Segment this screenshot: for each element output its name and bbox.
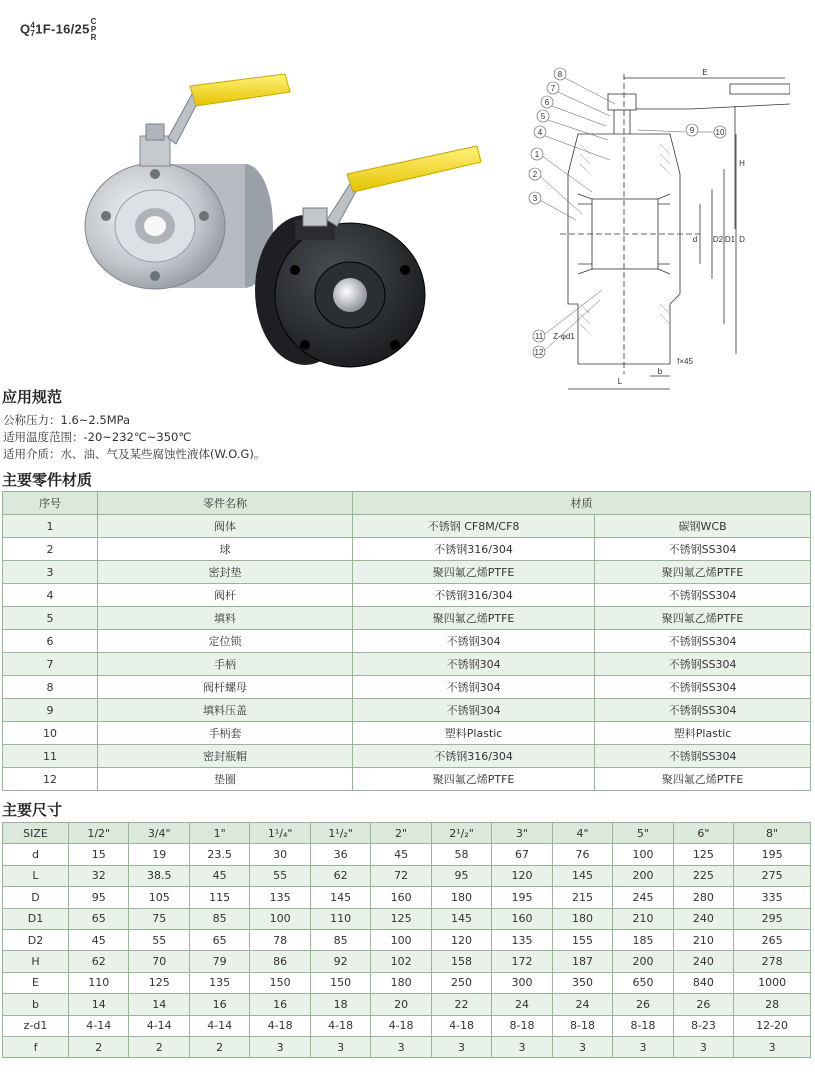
dims-cell: 26 bbox=[613, 994, 673, 1015]
dims-cell: 2 bbox=[189, 1036, 249, 1057]
parts-cell-material-b: 碳钢WCB bbox=[595, 515, 811, 538]
dims-cell: 275 bbox=[734, 865, 811, 886]
dims-header-col: 1¹/₂" bbox=[310, 823, 370, 844]
dims-cell: 135 bbox=[250, 887, 310, 908]
dims-cell: 45 bbox=[69, 929, 129, 950]
dims-cell: 3 bbox=[310, 1036, 370, 1057]
dims-cell: 3 bbox=[431, 1036, 491, 1057]
dims-cell: 45 bbox=[371, 844, 431, 865]
dims-cell: 8-18 bbox=[613, 1015, 673, 1036]
parts-row bbox=[3, 607, 811, 630]
dims-cell: 120 bbox=[492, 865, 552, 886]
dim-D1: D1 bbox=[724, 235, 736, 244]
dims-row bbox=[3, 929, 811, 950]
dims-cell: 85 bbox=[189, 908, 249, 929]
dims-row-label: D2 bbox=[3, 929, 69, 950]
dims-cell: 4-18 bbox=[371, 1015, 431, 1036]
dims-row bbox=[3, 887, 811, 908]
parts-cell-name: 手柄 bbox=[98, 653, 353, 676]
dims-cell: 105 bbox=[129, 887, 189, 908]
dims-cell: 1000 bbox=[734, 972, 811, 993]
dims-cell: 250 bbox=[431, 972, 491, 993]
dims-cell: 195 bbox=[492, 887, 552, 908]
dims-row-label: b bbox=[3, 994, 69, 1015]
dims-cell: 3 bbox=[250, 1036, 310, 1057]
dims-cell: 125 bbox=[129, 972, 189, 993]
black-valve-photo bbox=[245, 140, 485, 375]
dims-row bbox=[3, 1015, 811, 1036]
dims-cell: 3 bbox=[552, 1036, 612, 1057]
dims-cell: 145 bbox=[310, 887, 370, 908]
dims-cell: 160 bbox=[371, 887, 431, 908]
dim-z-d1: Z-φd1 bbox=[553, 332, 575, 341]
parts-header-material: 材质 bbox=[353, 492, 811, 515]
parts-cell-material-b: 不锈钢SS304 bbox=[595, 676, 811, 699]
parts-cell-material-a: 不锈钢304 bbox=[353, 653, 595, 676]
dims-cell: 28 bbox=[734, 994, 811, 1015]
dims-row bbox=[3, 951, 811, 972]
parts-row bbox=[3, 768, 811, 791]
spec-temperature: 适用温度范围：-20~232℃~350℃ bbox=[3, 430, 192, 444]
dims-cell: 95 bbox=[431, 865, 491, 886]
dims-row-label: z-d1 bbox=[3, 1015, 69, 1036]
dims-cell: 8-18 bbox=[492, 1015, 552, 1036]
model-superscript: 4 7 bbox=[30, 21, 36, 38]
parts-title: 主要零件材质 bbox=[2, 471, 93, 489]
parts-cell-no: 12 bbox=[3, 768, 98, 791]
model-prefix: Q bbox=[20, 21, 31, 37]
dims-cell: 30 bbox=[250, 844, 310, 865]
callout-10: 10 bbox=[715, 128, 725, 137]
dims-cell: 200 bbox=[613, 951, 673, 972]
dims-cell: 110 bbox=[310, 908, 370, 929]
parts-cell-no: 10 bbox=[3, 722, 98, 745]
callout-2: 2 bbox=[532, 170, 538, 179]
callout-3: 3 bbox=[532, 194, 538, 203]
dims-cell: 86 bbox=[250, 951, 310, 972]
parts-cell-material-a: 聚四氟乙烯PTFE bbox=[353, 768, 595, 791]
spec-medium: 适用介质：水、油、气及某些腐蚀性液体(W.O.G)。 bbox=[3, 447, 266, 461]
dims-cell: 12-20 bbox=[734, 1015, 811, 1036]
dims-cell: 62 bbox=[310, 865, 370, 886]
parts-header-no: 序号 bbox=[3, 492, 98, 515]
dims-cell: 135 bbox=[189, 972, 249, 993]
dims-cell: 278 bbox=[734, 951, 811, 972]
dims-cell: 2 bbox=[69, 1036, 129, 1057]
dims-cell: 150 bbox=[250, 972, 310, 993]
parts-cell-material-a: 不锈钢304 bbox=[353, 699, 595, 722]
dims-cell: 115 bbox=[189, 887, 249, 908]
parts-cell-no: 7 bbox=[3, 653, 98, 676]
dim-D2: D2 bbox=[712, 235, 724, 244]
dims-cell: 58 bbox=[431, 844, 491, 865]
parts-cell-material-a: 不锈钢 CF8M/CF8 bbox=[353, 515, 595, 538]
parts-cell-material-b: 不锈钢SS304 bbox=[595, 584, 811, 607]
dims-row-label: f bbox=[3, 1036, 69, 1057]
dim-H: H bbox=[739, 159, 745, 168]
parts-cell-no: 1 bbox=[3, 515, 98, 538]
parts-cell-material-b: 不锈钢SS304 bbox=[595, 630, 811, 653]
parts-row bbox=[3, 584, 811, 607]
callout-4: 4 bbox=[537, 128, 543, 137]
dims-cell: 160 bbox=[492, 908, 552, 929]
dims-cell: 215 bbox=[552, 887, 612, 908]
dims-cell: 102 bbox=[371, 951, 431, 972]
dim-D: D bbox=[739, 235, 745, 244]
dims-header-col: 5" bbox=[613, 823, 673, 844]
parts-cell-name: 定位锁 bbox=[98, 630, 353, 653]
dims-header-col: 1¹/₄" bbox=[250, 823, 310, 844]
parts-header-row bbox=[3, 492, 811, 515]
parts-row bbox=[3, 538, 811, 561]
parts-row bbox=[3, 745, 811, 768]
parts-row bbox=[3, 722, 811, 745]
dims-cell: 280 bbox=[673, 887, 733, 908]
dims-cell: 4-18 bbox=[250, 1015, 310, 1036]
dims-cell: 16 bbox=[189, 994, 249, 1015]
dims-cell: 4-14 bbox=[189, 1015, 249, 1036]
dim-f45: f×45 bbox=[677, 357, 693, 366]
parts-cell-material-b: 不锈钢SS304 bbox=[595, 699, 811, 722]
parts-cell-material-a: 聚四氟乙烯PTFE bbox=[353, 561, 595, 584]
dims-cell: 125 bbox=[673, 844, 733, 865]
dims-cell: 4-18 bbox=[310, 1015, 370, 1036]
parts-cell-name: 填料 bbox=[98, 607, 353, 630]
dims-row bbox=[3, 844, 811, 865]
dims-cell: 65 bbox=[69, 908, 129, 929]
dims-cell: 100 bbox=[371, 929, 431, 950]
dims-header-size: SIZE bbox=[3, 823, 69, 844]
callout-7: 7 bbox=[550, 84, 556, 93]
dims-row-label: d bbox=[3, 844, 69, 865]
parts-cell-name: 密封瓶帽 bbox=[98, 745, 353, 768]
dims-cell: 76 bbox=[552, 844, 612, 865]
parts-row bbox=[3, 699, 811, 722]
dims-cell: 120 bbox=[431, 929, 491, 950]
parts-cell-no: 3 bbox=[3, 561, 98, 584]
dims-cell: 100 bbox=[250, 908, 310, 929]
dims-header-col: 3" bbox=[492, 823, 552, 844]
model-suffix: 1F-16/25 bbox=[35, 21, 90, 37]
dims-cell: 55 bbox=[129, 929, 189, 950]
dims-cell: 245 bbox=[613, 887, 673, 908]
parts-cell-name: 手柄套 bbox=[98, 722, 353, 745]
parts-cell-material-a: 不锈钢304 bbox=[353, 630, 595, 653]
dim-b: b bbox=[657, 367, 663, 376]
dims-cell: 155 bbox=[552, 929, 612, 950]
dims-cell: 22 bbox=[431, 994, 491, 1015]
parts-cell-material-b: 不锈钢SS304 bbox=[595, 653, 811, 676]
dims-cell: 335 bbox=[734, 887, 811, 908]
parts-cell-material-b: 聚四氟乙烯PTFE bbox=[595, 768, 811, 791]
dims-cell: 3 bbox=[673, 1036, 733, 1057]
dims-cell: 20 bbox=[371, 994, 431, 1015]
dims-cell: 4-14 bbox=[69, 1015, 129, 1036]
parts-cell-material-b: 塑料Plastic bbox=[595, 722, 811, 745]
dims-cell: 100 bbox=[613, 844, 673, 865]
dims-cell: 38.5 bbox=[129, 865, 189, 886]
parts-cell-name: 阀杆 bbox=[98, 584, 353, 607]
dims-header-col: 2¹/₂" bbox=[431, 823, 491, 844]
dims-cell: 240 bbox=[673, 951, 733, 972]
dims-cell: 172 bbox=[492, 951, 552, 972]
dims-cell: 62 bbox=[69, 951, 129, 972]
spec-title: 应用规范 bbox=[2, 388, 63, 406]
dims-cell: 67 bbox=[492, 844, 552, 865]
dims-cell: 145 bbox=[431, 908, 491, 929]
parts-cell-material-b: 聚四氟乙烯PTFE bbox=[595, 607, 811, 630]
dims-header-col: 2" bbox=[371, 823, 431, 844]
callout-9: 9 bbox=[689, 126, 695, 135]
dims-cell: 4-18 bbox=[431, 1015, 491, 1036]
dims-cell: 8-23 bbox=[673, 1015, 733, 1036]
dims-cell: 180 bbox=[552, 908, 612, 929]
dims-cell: 200 bbox=[613, 865, 673, 886]
dims-cell: 75 bbox=[129, 908, 189, 929]
parts-row bbox=[3, 561, 811, 584]
dims-title: 主要尺寸 bbox=[2, 801, 63, 819]
dims-row bbox=[3, 972, 811, 993]
dims-cell: 650 bbox=[613, 972, 673, 993]
dims-row bbox=[3, 908, 811, 929]
dims-cell: 187 bbox=[552, 951, 612, 972]
parts-cell-material-b: 不锈钢SS304 bbox=[595, 745, 811, 768]
dims-cell: 4-14 bbox=[129, 1015, 189, 1036]
dim-L: L bbox=[617, 377, 623, 386]
dims-header-col: 4" bbox=[552, 823, 612, 844]
dims-cell: 14 bbox=[69, 994, 129, 1015]
dims-cell: 72 bbox=[371, 865, 431, 886]
dims-cell: 300 bbox=[492, 972, 552, 993]
dims-row-label: H bbox=[3, 951, 69, 972]
dims-cell: 350 bbox=[552, 972, 612, 993]
parts-cell-name: 阀杆螺母 bbox=[98, 676, 353, 699]
parts-cell-name: 填料压盖 bbox=[98, 699, 353, 722]
parts-cell-no: 4 bbox=[3, 584, 98, 607]
callout-11: 11 bbox=[534, 332, 544, 341]
dims-cell: 180 bbox=[371, 972, 431, 993]
model-designation bbox=[20, 18, 97, 42]
parts-cell-material-a: 塑料Plastic bbox=[353, 722, 595, 745]
dims-cell: 2 bbox=[129, 1036, 189, 1057]
dims-cell: 85 bbox=[310, 929, 370, 950]
dims-cell: 14 bbox=[129, 994, 189, 1015]
dims-cell: 295 bbox=[734, 908, 811, 929]
dims-cell: 45 bbox=[189, 865, 249, 886]
dims-cell: 24 bbox=[552, 994, 612, 1015]
parts-row bbox=[3, 515, 811, 538]
dims-cell: 19 bbox=[129, 844, 189, 865]
dims-cell: 145 bbox=[552, 865, 612, 886]
dims-cell: 3 bbox=[371, 1036, 431, 1057]
dims-cell: 185 bbox=[613, 929, 673, 950]
dims-cell: 210 bbox=[613, 908, 673, 929]
dims-cell: 8-18 bbox=[552, 1015, 612, 1036]
dims-cell: 23.5 bbox=[189, 844, 249, 865]
dims-header-row bbox=[3, 823, 811, 844]
spec-pressure: 公称压力：1.6~2.5MPa bbox=[3, 413, 131, 427]
dims-row bbox=[3, 865, 811, 886]
parts-cell-material-a: 聚四氟乙烯PTFE bbox=[353, 607, 595, 630]
dims-cell: 180 bbox=[431, 887, 491, 908]
dims-cell: 36 bbox=[310, 844, 370, 865]
parts-cell-name: 垫圈 bbox=[98, 768, 353, 791]
parts-cell-material-a: 不锈钢316/304 bbox=[353, 745, 595, 768]
dim-d: d bbox=[692, 235, 698, 244]
dims-cell: 15 bbox=[69, 844, 129, 865]
dims-cell: 32 bbox=[69, 865, 129, 886]
dims-cell: 225 bbox=[673, 865, 733, 886]
dims-header-col: 8" bbox=[734, 823, 811, 844]
parts-cell-no: 9 bbox=[3, 699, 98, 722]
dims-table bbox=[2, 822, 811, 1058]
parts-cell-name: 阀体 bbox=[98, 515, 353, 538]
model-materials: C P R bbox=[90, 17, 97, 42]
parts-row bbox=[3, 676, 811, 699]
parts-cell-no: 5 bbox=[3, 607, 98, 630]
callout-1: 1 bbox=[534, 150, 540, 159]
callout-12: 12 bbox=[534, 348, 544, 357]
dim-E: E bbox=[702, 68, 708, 77]
dims-cell: 18 bbox=[310, 994, 370, 1015]
dims-cell: 195 bbox=[734, 844, 811, 865]
dims-cell: 210 bbox=[673, 929, 733, 950]
dims-cell: 24 bbox=[492, 994, 552, 1015]
dims-header-col: 6" bbox=[673, 823, 733, 844]
dims-row-label: L bbox=[3, 865, 69, 886]
dims-cell: 840 bbox=[673, 972, 733, 993]
dims-cell: 92 bbox=[310, 951, 370, 972]
dims-cell: 79 bbox=[189, 951, 249, 972]
dims-cell: 150 bbox=[310, 972, 370, 993]
dims-cell: 265 bbox=[734, 929, 811, 950]
parts-cell-material-a: 不锈钢316/304 bbox=[353, 584, 595, 607]
callout-8: 8 bbox=[557, 70, 563, 79]
dims-cell: 26 bbox=[673, 994, 733, 1015]
parts-header-name: 零件名称 bbox=[98, 492, 353, 515]
dims-cell: 70 bbox=[129, 951, 189, 972]
dims-row-label: E bbox=[3, 972, 69, 993]
parts-row bbox=[3, 653, 811, 676]
dims-cell: 55 bbox=[250, 865, 310, 886]
dims-row bbox=[3, 994, 811, 1015]
dims-cell: 65 bbox=[189, 929, 249, 950]
dims-row-label: D bbox=[3, 887, 69, 908]
callout-6: 6 bbox=[544, 98, 550, 107]
parts-cell-no: 8 bbox=[3, 676, 98, 699]
technical-drawing bbox=[520, 64, 790, 394]
parts-cell-material-a: 不锈钢316/304 bbox=[353, 538, 595, 561]
parts-cell-no: 6 bbox=[3, 630, 98, 653]
dims-cell: 125 bbox=[371, 908, 431, 929]
dims-row bbox=[3, 1036, 811, 1057]
dims-cell: 110 bbox=[69, 972, 129, 993]
parts-cell-no: 11 bbox=[3, 745, 98, 768]
dims-header-col: 1" bbox=[189, 823, 249, 844]
dims-cell: 158 bbox=[431, 951, 491, 972]
dims-cell: 78 bbox=[250, 929, 310, 950]
dims-cell: 240 bbox=[673, 908, 733, 929]
parts-row bbox=[3, 630, 811, 653]
dims-row-label: D1 bbox=[3, 908, 69, 929]
dims-cell: 3 bbox=[613, 1036, 673, 1057]
dims-cell: 3 bbox=[492, 1036, 552, 1057]
parts-cell-name: 密封垫 bbox=[98, 561, 353, 584]
parts-cell-name: 球 bbox=[98, 538, 353, 561]
parts-cell-material-a: 不锈钢304 bbox=[353, 676, 595, 699]
dims-header-col: 1/2" bbox=[69, 823, 129, 844]
parts-cell-material-b: 聚四氟乙烯PTFE bbox=[595, 561, 811, 584]
dims-cell: 16 bbox=[250, 994, 310, 1015]
callout-5: 5 bbox=[540, 112, 546, 121]
parts-table bbox=[2, 491, 811, 791]
parts-cell-no: 2 bbox=[3, 538, 98, 561]
dims-header-col: 3/4" bbox=[129, 823, 189, 844]
parts-cell-material-b: 不锈钢SS304 bbox=[595, 538, 811, 561]
dims-cell: 135 bbox=[492, 929, 552, 950]
dims-cell: 3 bbox=[734, 1036, 811, 1057]
dims-cell: 95 bbox=[69, 887, 129, 908]
